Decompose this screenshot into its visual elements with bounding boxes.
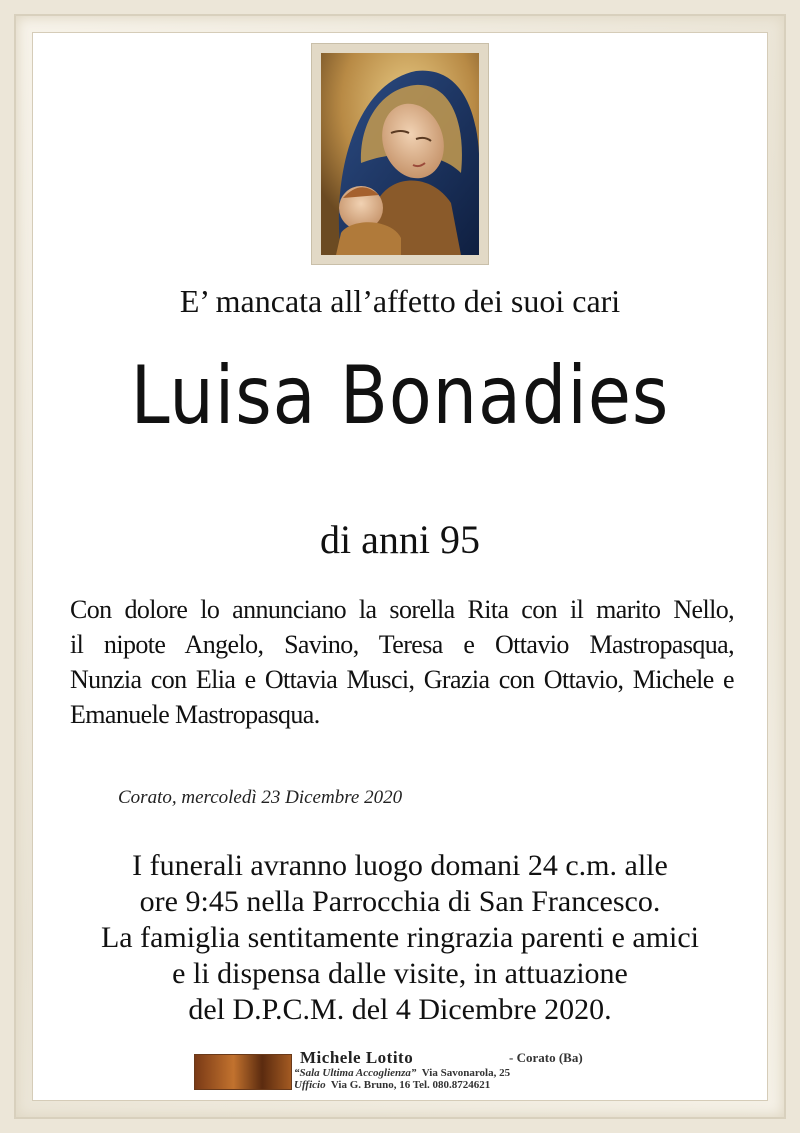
announcement-line: Emanuele Mastropasqua. (70, 700, 320, 729)
intro-text: E’ mancata all’affetto dei suoi cari (179, 283, 621, 319)
funeral-home-office: Ufficio (294, 1079, 326, 1091)
funeral-home-street-1: Via Savonarola, 25 (421, 1067, 511, 1079)
funeral-home-name: Michele Lotito (300, 1048, 414, 1067)
funeral-home-footer (194, 1050, 614, 1092)
funeral-home-street-2: Via G. Bruno, 16 Tel. 080.8724621 (330, 1079, 491, 1091)
deceased-name: Luisa Bonadies (130, 348, 670, 443)
funeral-line: ore 9:45 nella Parrocchia di San Francesco. (139, 885, 661, 918)
funeral-home-hall: “Sala Ultima Accoglienza” (294, 1067, 417, 1079)
funeral-line: del D.P.C.M. del 4 Dicembre 2020. (188, 993, 612, 1026)
date-line: Corato, mercoledì 23 Dicembre 2020 (118, 787, 403, 808)
funeral-line: e li dispensa dalle visite, in attuazione (172, 957, 628, 990)
madonna-and-child-icon (311, 43, 489, 265)
funeral-home-city: - Corato (Ba) (509, 1050, 583, 1065)
deceased-age: di anni 95 (320, 517, 480, 562)
funeral-info (40, 848, 760, 1028)
funeral-line: La famiglia sentitamente ringrazia parenti e amici (100, 921, 700, 954)
funeral-home-address-1 (294, 1067, 510, 1079)
funeral-line: I funerali avranno luogo domani 24 c.m. alle (132, 849, 668, 882)
madonna-image (321, 53, 479, 255)
announcement-text (70, 592, 734, 732)
announcement-line: il nipote Angelo, Savino, Teresa e Ottavio Mastropasqua, (70, 630, 734, 659)
announcement-line: Nunzia con Elia e Ottavia Musci, Grazia con Ottavio, Michele e (70, 665, 734, 694)
announcement-line: Con dolore lo annunciano la sorella Rita con il marito Nello, (70, 595, 734, 624)
funeral-home-address-2 (294, 1079, 490, 1091)
funeral-home-logo (194, 1054, 292, 1090)
